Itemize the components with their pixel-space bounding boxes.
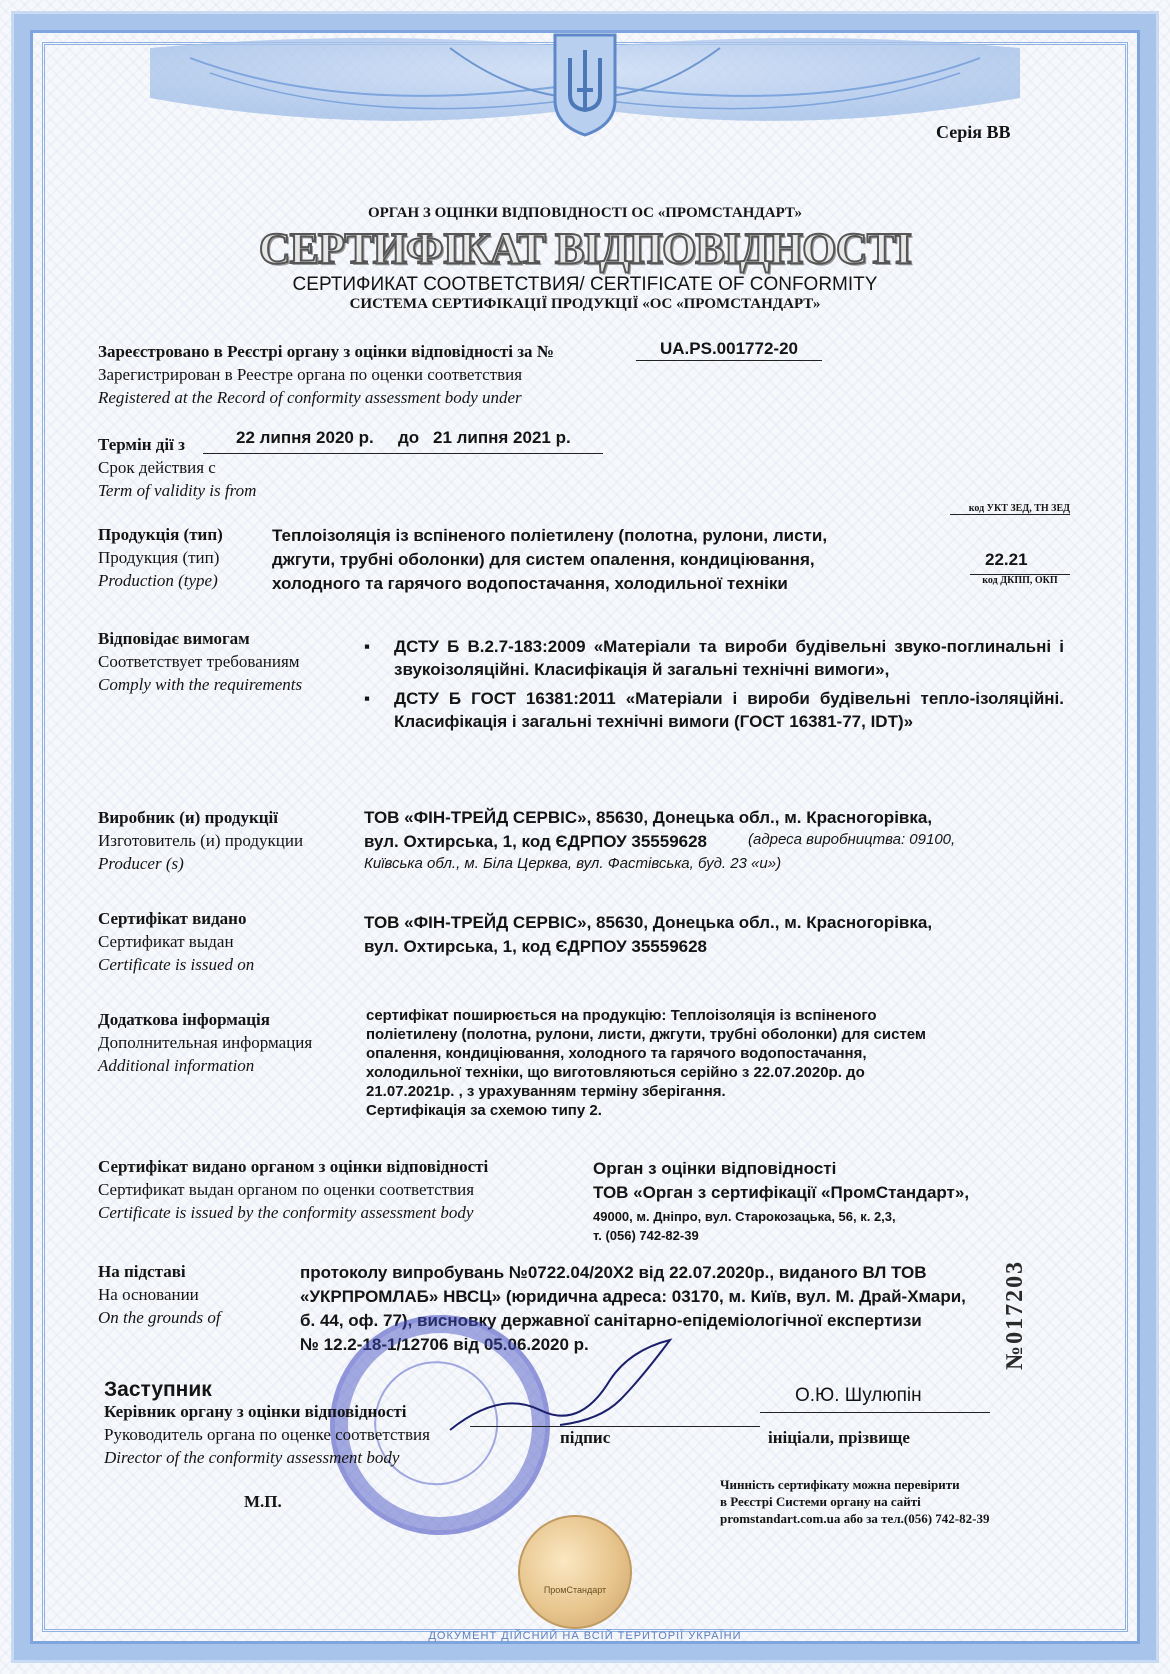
production-label-ua: Продукція (тип) <box>98 525 223 544</box>
certification-system: СИСТЕМА СЕРТИФІКАЦІЇ ПРОДУКЦІЇ «ОС «ПРОМСТАНДАРТ» <box>349 296 821 312</box>
additional-label-ru: Дополнительная информация <box>98 1033 313 1052</box>
grounds-label-ru: На основании <box>98 1285 199 1304</box>
issuing-body-label-en: Certificate is issued by the conformity assessment body <box>98 1203 474 1222</box>
additional-label-ua: Додаткова інформація <box>98 1010 270 1029</box>
verification-line-3: promstandart.com.ua або за тел.(056) 742-82-39 <box>720 1511 990 1526</box>
validity-from: 22 липня 2020 р. <box>236 428 374 447</box>
producer-label-ru: Изготовитель (и) продукции <box>98 831 304 850</box>
deputy-title: Заступник <box>104 1378 212 1401</box>
requirement-item: ▪ ДСТУ Б В.2.7-183:2009 «Матеріали та вироби будівельні звуко-поглинальні і звукоізоляційні. Класифікація й загальні технічні вимоги», <box>364 637 1064 679</box>
producer-line-3: Київська обл., м. Біла Церква, вул. Фастівська, буд. 23 «и») <box>364 855 782 872</box>
requirements-label-ua: Відповідає вимогам <box>98 629 250 648</box>
registration-label-ru: Зарегистрирован в Реестре органа по оценки соответствия <box>98 365 523 384</box>
additional-line-1: сертифікат поширюється на продукцію: Теплоізоляція із вспіненого <box>366 1007 877 1024</box>
mp-label: М.П. <box>244 1492 282 1511</box>
dkpp-code-value: 22.21 <box>985 550 1028 569</box>
issuing-body-line-1: Орган з оцінки відповідності <box>593 1159 837 1178</box>
ukt-code-label: код УКТ ЗЕД, ТН ЗЕД <box>950 503 1070 515</box>
additional-line-4: холодильної техніки, що виготовляються серійно з 22.07.2020р. до <box>366 1064 865 1081</box>
hologram-sticker <box>518 1515 632 1629</box>
verification-line-2: в Реєстрі Системи органу на сайті <box>720 1494 921 1509</box>
bottom-band-text: ДОКУМЕНТ ДІЙСНИЙ НА ВСІЙ ТЕРИТОРІЇ УКРАЇНИ <box>428 1630 742 1642</box>
issued-to-line-1: ТОВ «ФІН-ТРЕЙД СЕРВІС», 85630, Донецька обл., м. Красногорівка, <box>364 913 933 932</box>
issuing-body-line-3: 49000, м. Дніпро, вул. Старокозацька, 56, к. 2,3, <box>593 1209 896 1224</box>
producer-label-ua: Виробник (и) продукції <box>98 808 278 827</box>
issuing-body-line-4: т. (056) 742-82-39 <box>593 1228 699 1243</box>
signer-name: О.Ю. Шулюпін <box>795 1385 922 1406</box>
production-label-ru: Продукция (тип) <box>98 548 220 567</box>
producer-line-2-extra: (адреса виробництва: 09100, <box>748 831 956 848</box>
validity-label-ua: Термін дії з <box>98 435 185 454</box>
production-line-2: джгути, трубні оболонки) для систем опалення, кондиціювання, <box>272 550 815 569</box>
grounds-line-1: протоколу випробувань №0722.04/20Х2 від 22.07.2020р., виданого ВЛ ТОВ <box>300 1263 927 1282</box>
grounds-line-3: б. 44, оф. 77), висновку державної санітарно-епідеміологічної експертизи <box>300 1311 922 1330</box>
grounds-line-4: № 12.2-18-1/12706 від 05.06.2020 р. <box>300 1335 589 1354</box>
additional-text <box>366 1006 1076 1120</box>
issuing-body-label-ru: Сертификат выдан органом по оценки соответствия <box>98 1180 475 1199</box>
additional-line-3: опалення, кондиціювання, холодного та гарячого водопостачання, <box>366 1045 867 1062</box>
series-label: Серія ВВ <box>936 122 1011 142</box>
production-label-en: Production (type) <box>98 571 218 590</box>
issued-to-line-2: вул. Охтирська, 1, код ЄДРПОУ 35559628 <box>364 937 708 956</box>
trident-emblem-icon <box>545 30 625 140</box>
additional-line-6: Сертифікація за схемою типу 2. <box>366 1102 602 1119</box>
director-label-ru: Руководитель органа по оценке соответствия <box>104 1425 430 1444</box>
validity-to: 21 липня 2021 р. <box>433 428 571 447</box>
verification-note <box>720 1476 989 1527</box>
producer-line-1: ТОВ «ФІН-ТРЕЙД СЕРВІС», 85630, Донецька обл., м. Красногорівка, <box>364 808 933 827</box>
grounds-label-en: On the grounds of <box>98 1308 221 1327</box>
issuing-body-line-2: ТОВ «Орган з сертифікації «ПромСтандарт», <box>593 1183 970 1202</box>
validity-label-ru: Срок действия с <box>98 458 216 477</box>
validity-to-word: до <box>398 428 420 447</box>
registration-number: UA.PS.001772-20 <box>636 337 822 361</box>
production-line-3: холодного та гарячого водопостачання, холодильної техніки <box>272 574 788 593</box>
bullet-icon: ▪ <box>364 689 371 708</box>
issued-to-label-en: Certificate is issued on <box>98 955 255 974</box>
requirements-label-ru: Соответствует требованиям <box>98 652 300 671</box>
grounds-line-2: «УКРПРОМЛАБ» НВСЦ» (юридична адреса: 03170, м. Київ, вул. М. Драй-Хмари, <box>300 1287 966 1306</box>
signature-line <box>470 1426 760 1427</box>
additional-label-en: Additional information <box>98 1056 255 1075</box>
hologram-label: ПромСтандарт <box>543 1585 607 1595</box>
signature-word: підпис <box>560 1428 611 1447</box>
requirements-label-en: Comply with the requirements <box>98 675 303 694</box>
initials-label: ініціали, прізвище <box>768 1428 910 1447</box>
certificate-subtitle: СЕРТИФИКАТ СООТВЕТСТВИЯ/ CERTIFICATE OF CONFORMITY <box>292 274 878 295</box>
grounds-label-ua: На підставі <box>98 1262 186 1281</box>
producer-label-en: Producer (s) <box>98 854 184 873</box>
name-underline <box>760 1412 990 1413</box>
director-label-ua: Керівник органу з оцінки відповідності <box>104 1402 407 1421</box>
requirement-item: ▪ ДСТУ Б ГОСТ 16381:2011 «Матеріали і вироби будівельні тепло-ізоляційні. Класифікація і загальні технічні вимоги (ГОСТ 16381-77, IDT)» <box>364 689 1064 731</box>
certificate-title: СЕРТИФІКАТ ВІДПОВІДНОСТІ <box>258 224 912 273</box>
registration-label-ua: Зареєстровано в Реєстрі органу з оцінки відповідності за № <box>98 342 554 361</box>
serial-number: №017203 <box>1002 1259 1028 1370</box>
issued-to-label-ru: Сертификат выдан <box>98 932 234 951</box>
issued-to-label-ua: Сертифікат видано <box>98 909 247 928</box>
issuing-body-label-ua: Сертифікат видано органом з оцінки відповідності <box>98 1157 489 1176</box>
requirements-list <box>364 635 1064 739</box>
additional-line-5: 21.07.2021р. , з урахуванням терміну зберігання. <box>366 1083 726 1100</box>
producer-line-2: вул. Охтирська, 1, код ЄДРПОУ 35559628 <box>364 832 708 851</box>
validity-label-en: Term of validity is from <box>98 481 257 500</box>
registration-label-en: Registered at the Record of conformity assessment body under <box>98 388 522 407</box>
organ-title: ОРГАН З ОЦІНКИ ВІДПОВІДНОСТІ ОС «ПРОМСТАНДАРТ» <box>367 205 803 221</box>
director-label-en: Director of the conformity assessment body <box>104 1448 400 1467</box>
bullet-icon: ▪ <box>364 637 371 656</box>
production-line-1: Теплоізоляція із вспіненого поліетилену (полотна, рулони, листи, <box>272 526 828 545</box>
dkpp-code-label: код ДКПП, ОКП <box>970 574 1070 586</box>
verification-line-1: Чинність сертифікату можна перевірити <box>720 1477 960 1492</box>
additional-line-2: поліетилену (полотна, рулони, листи, джгути, трубні оболонки) для систем <box>366 1026 927 1043</box>
